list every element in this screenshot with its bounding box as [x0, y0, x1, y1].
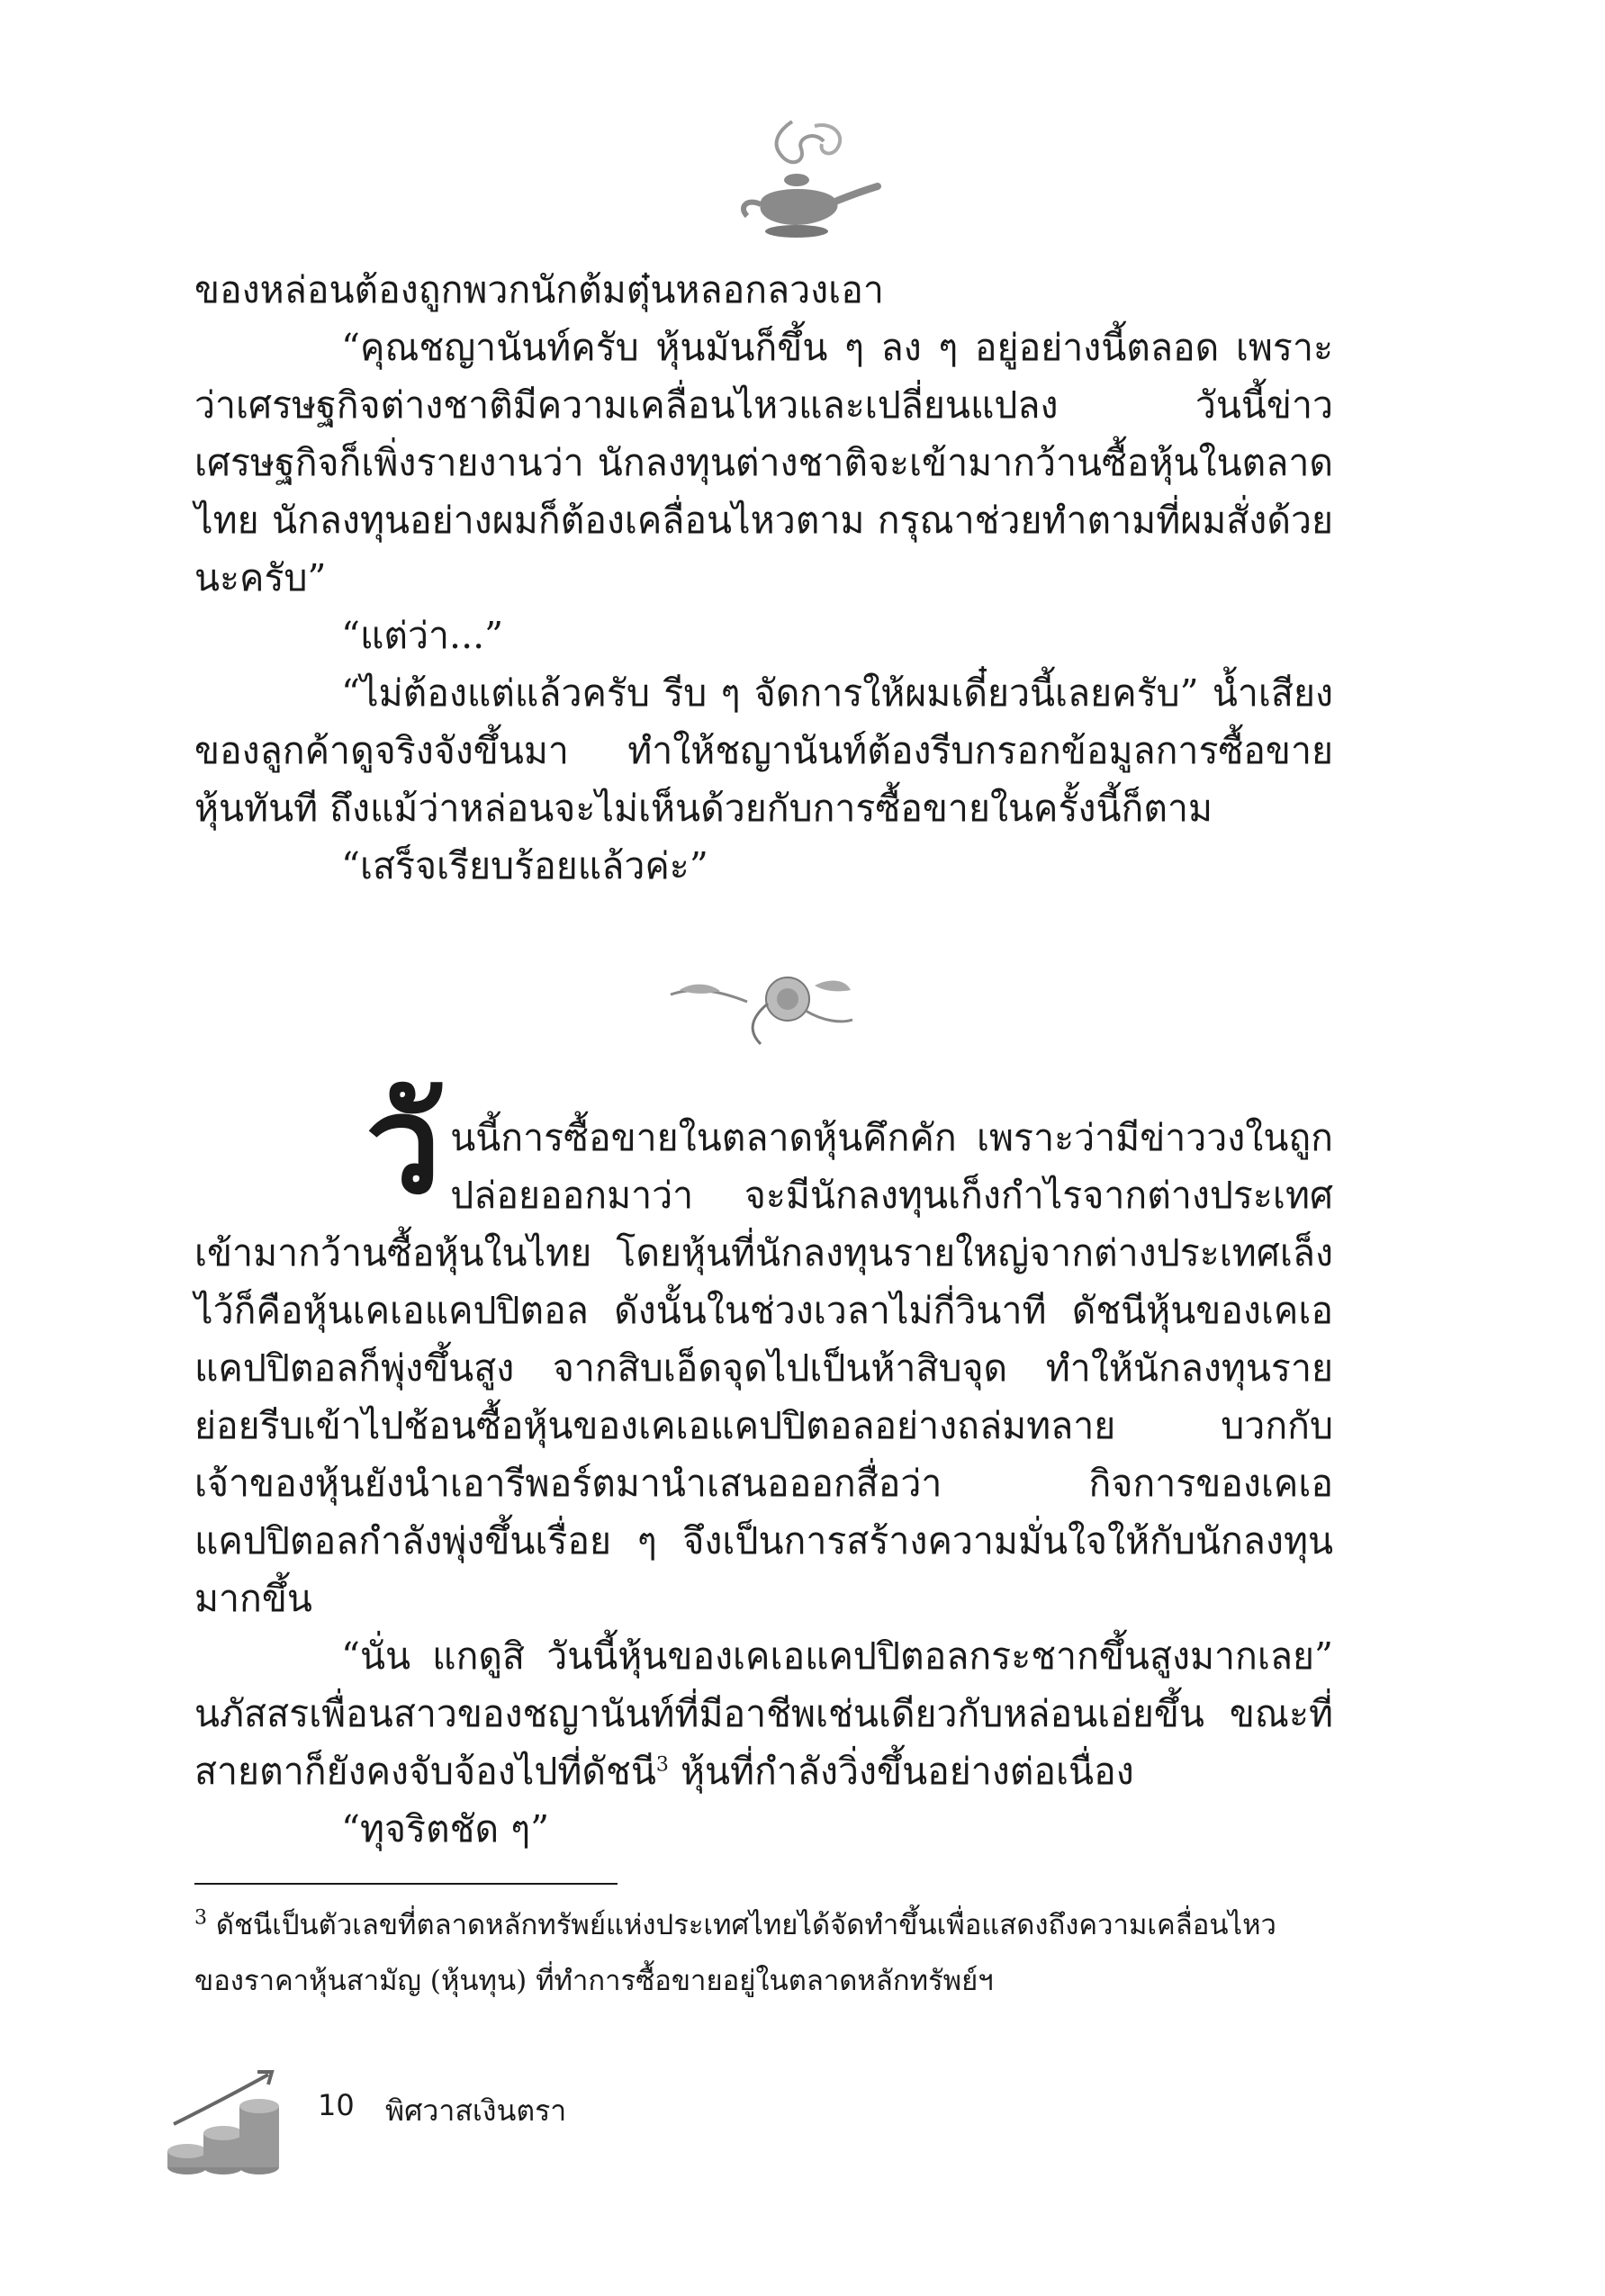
paragraph-text: หุ้นที่กำลังวิ่งขึ้นอย่างต่อเนื่อง: [668, 1750, 1134, 1793]
paragraph: [194, 1627, 1333, 1800]
book-title: พิศวาสเงินตรา: [385, 2093, 567, 2128]
body-text-main: [194, 1066, 1333, 1858]
paragraph: [194, 1066, 1333, 1627]
paragraph: ของหล่อนต้องถูกพวกนักต้มตุ๋นหลอกลวงเอา: [194, 268, 884, 311]
paragraph: “แต่ว่า...”: [341, 614, 504, 657]
footnote-mark: 3: [194, 1906, 207, 1930]
flower-ornament-icon: [662, 959, 860, 1053]
page-footer: [160, 2061, 700, 2187]
footnote-reference: 3: [655, 1753, 669, 1777]
footnote-line: ของราคาหุ้นสามัญ (หุ้นทุน) ที่ทำการซื้อขายอยู่ในตลาดหลักทรัพย์ฯ: [194, 1965, 994, 1997]
paragraph: “ไม่ต้องแต่แล้วครับ รีบ ๆ จัดการให้ผมเดี๋ยวนี้เลยครับ” น้ำเสียงของลูกค้าดูจริงจังขึ้นมา ทำให้ชญานันท์ต้องรีบกรอกข้อมูลการซื้อขายหุ้นทันที ถึงแม้ว่าหล่อนจะไม่เห็นด้วยกับการซื้อขายในครั้งนี้ก็ตาม: [194, 671, 1333, 830]
footnote-text: ดัชนีเป็นตัวเลขที่ตลาดหลักทรัพย์แห่งประเทศไทยได้จัดทำขึ้นเพื่อแสดงถึงความเคลื่อนไหว: [207, 1909, 1276, 1941]
footnote-divider: [194, 1883, 618, 1885]
paragraph: “คุณชญานันท์ครับ หุ้นมันก็ขึ้น ๆ ลง ๆ อยู่อย่างนี้ตลอด เพราะว่าเศรษฐกิจต่างชาติมีความเคลื่อนไหวและเปลี่ยนแปลง วันนี้ข่าวเศรษฐกิจก็เพิ่งรายงานว่า นักลงทุนต่างชาติจะเข้ามากว้านซื้อหุ้นในตลาดไทย นักลงทุนอย่างผมก็ต้องเคลื่อนไหวตาม กรุณาช่วยทำตามที่ผมสั่งด้วยนะครับ”: [194, 326, 1333, 599]
paragraph: “ทุจริตชัด ๆ”: [341, 1807, 550, 1850]
drop-cap: วั: [365, 1066, 442, 1224]
page-number: 10: [318, 2088, 355, 2122]
footnote: [194, 1897, 1333, 2009]
paragraph-text: นนี้การซื้อขายในตลาดหุ้นคึกคัก เพราะว่ามีข่าววงในถูกปล่อยออกมาว่า จะมีนักลงทุนเก็งกำไรจากต่างประเทศเข้ามากว้านซื้อหุ้นในไทย โดยหุ้นที่นักลงทุนรายใหญ่จากต่างประเทศเล็งไว้ก็คือหุ้นเคเอแคปปิตอล ดังนั้นในช่วงเวลาไม่กี่วินาที ดัชนีหุ้นของเคเอแคปปิตอลก็พุ่งขึ้นสูง จากสิบเอ็ดจุดไปเป็นห้าสิบจุด ทำให้นักลงทุนรายย่อยรีบเข้าไปช้อนซื้อหุ้นของเคเอแคปปิตอลอย่างถล่มทลาย บวกกับเจ้าของหุ้นยังนำเอารีพอร์ตมานำเสนอออกสื่อว่า กิจการของเคเอแคปปิตอลกำลังพุ่งขึ้นเรื่อย ๆ จึงเป็นการสร้างความมั่นใจให้กับนักลงทุนมากขึ้น: [194, 1116, 1333, 1620]
paragraph-text: “นั่น แกดูสิ วันนี้หุ้นของเคเอแคปปิตอลกระชากขึ้นสูงมากเลย” นภัสสรเพื่อนสาวของชญานันท์ที่มีอาชีพเช่นเดียวกับหล่อนเอ่ยขึ้น ขณะที่สายตาก็ยังคงจับจ้องไปที่ดัชนี: [194, 1634, 1333, 1793]
paragraph: “เสร็จเรียบร้อยแล้วค่ะ”: [341, 844, 708, 887]
genie-lamp-icon: [707, 104, 887, 248]
body-text-top: [194, 261, 1333, 895]
coin-stacks-icon: [160, 2061, 295, 2187]
footnote-line: [194, 1897, 1333, 1953]
